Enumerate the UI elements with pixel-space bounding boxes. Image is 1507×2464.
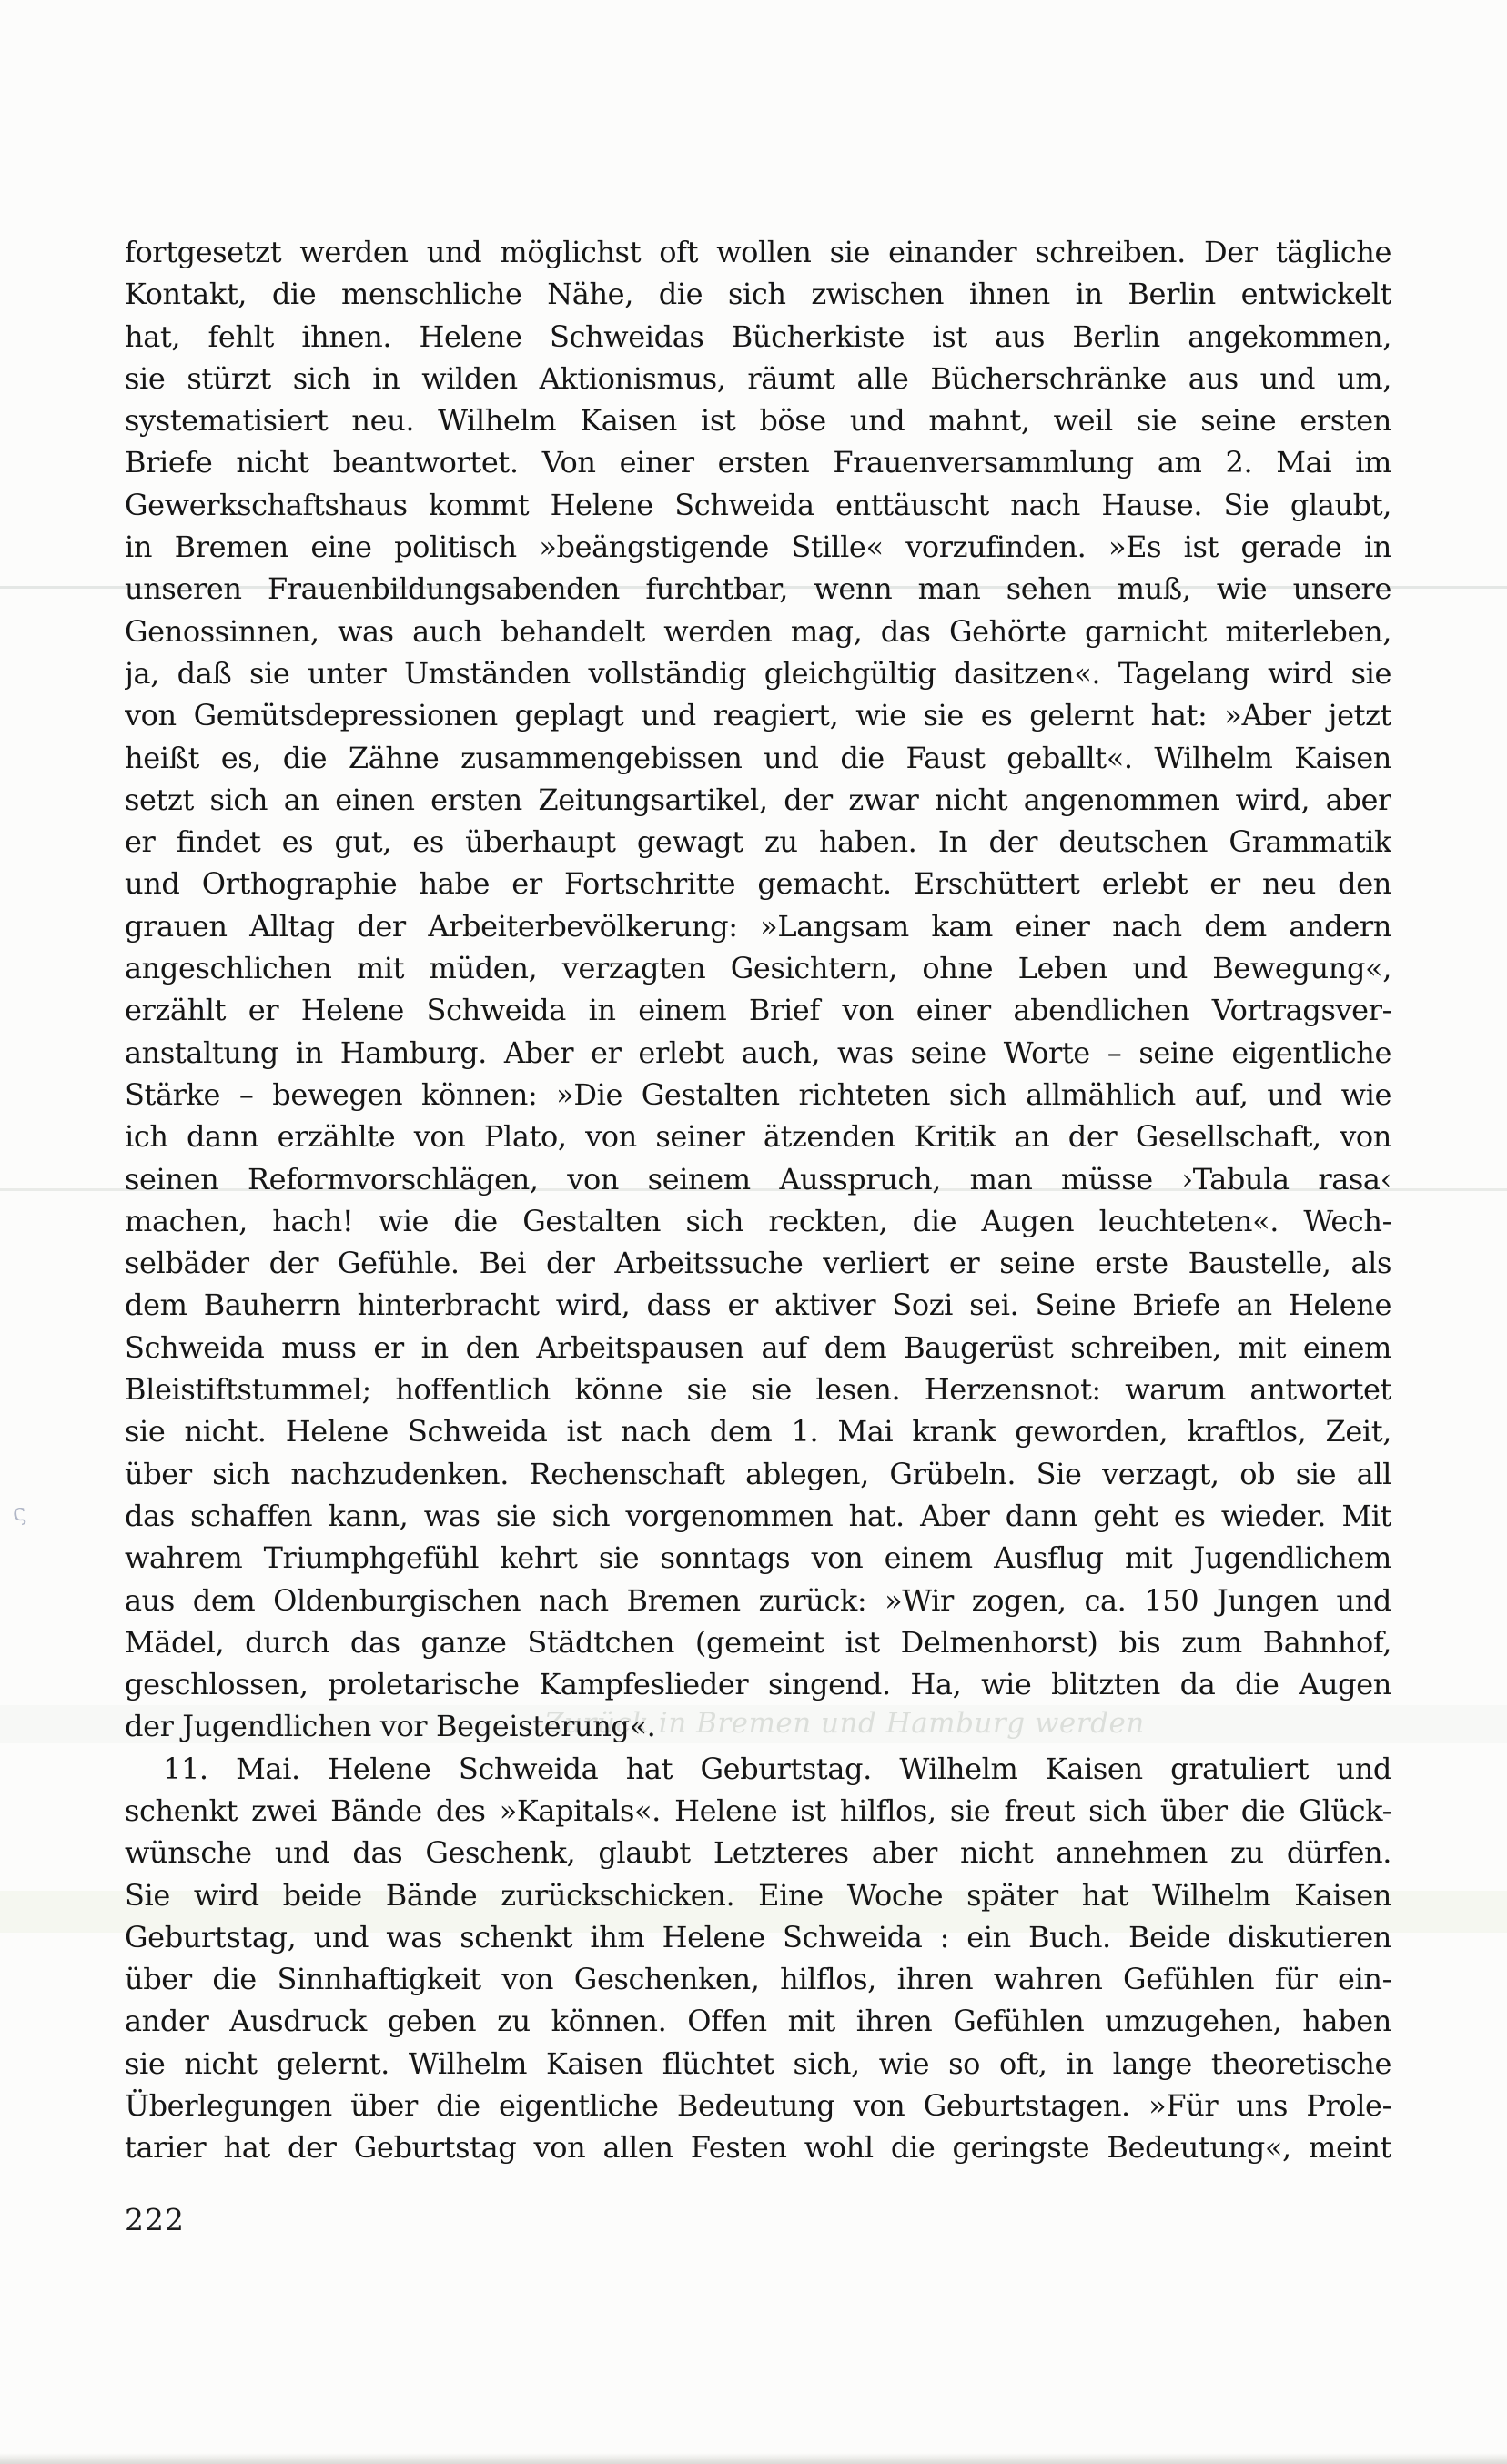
text-line: Genossinnen, was auch behandelt werden mag, das Gehörte garnicht miterleben, <box>125 613 1391 649</box>
text-line: und Orthographie habe er Fortschritte gemacht. Erschüttert erlebt er neu den <box>125 866 1391 902</box>
text-line: geschlossen, proletarische Kampfeslieder singend. Ha, wie blitzten da die Augen <box>125 1667 1391 1702</box>
text-line: Kontakt, die menschliche Nähe, die sich zwischen ihnen in Berlin entwickelt <box>125 277 1391 312</box>
text-line: anstaltung in Hamburg. Aber er erlebt auch, was seine Worte – seine eigentliche <box>125 1035 1391 1070</box>
text-line: dem Bauherrn hinterbracht wird, dass er aktiver Sozi sei. Seine Briefe an Helene <box>125 1288 1391 1323</box>
text-line: sie stürzt sich in wilden Aktionismus, räumt alle Bücherschränke aus und um, <box>125 360 1391 396</box>
text-line: selbäder der Gefühle. Bei der Arbeitssuche verliert er seine erste Baustelle, als <box>125 1246 1391 1281</box>
text-line: aus dem Oldenburgischen nach Bremen zurück: »Wir zogen, ca. 150 Jungen und <box>125 1582 1391 1618</box>
text-line: über sich nachzudenken. Rechenschaft ablegen, Grübeln. Sie verzagt, ob sie all <box>125 1456 1391 1491</box>
text-line: grauen Alltag der Arbeiterbevölkerung: »Langsam kam einer nach dem andern <box>125 908 1391 944</box>
text-line: das schaffen kann, was sie sich vorgenommen hat. Aber dann geht es wieder. Mit <box>125 1498 1391 1533</box>
text-line: wahrem Triumphgefühl kehrt sie sonntags von einem Ausflug mit Jugendlichem <box>125 1540 1391 1576</box>
text-line: fortgesetzt werden und möglichst oft wollen sie einander schreiben. Der tägliche <box>125 235 1391 269</box>
text-line: Gewerkschaftshaus kommt Helene Schweida enttäuscht nach Hause. Sie glaubt, <box>125 487 1391 522</box>
text-line: ja, daß sie unter Umständen vollständig gleichgültig dasitzen«. Tagelang wird sie <box>125 655 1391 691</box>
text-line: er findet es gut, es überhaupt gewagt zu haben. In der deutschen Grammatik <box>125 824 1391 860</box>
margin-pencil-mark: ς <box>10 1499 28 1528</box>
bleed-through-text: Zurück in Bremen und Hamburg werden <box>544 1707 1145 1740</box>
text-line: angeschlichen mit müden, verzagten Gesichtern, ohne Leben und Bewegung«, <box>125 951 1391 986</box>
text-line: Stärke – bewegen können: »Die Gestalten richteten sich allmählich auf, und wie <box>125 1076 1391 1112</box>
text-line: Geburtstag, und was schenkt ihm Helene Schweida : ein Buch. Beide diskutieren <box>125 1919 1391 1954</box>
text-line: seinen Reformvorschlägen, von seinem Ausspruch, man müsse ›Tabula rasa‹ <box>125 1161 1391 1197</box>
text-line: Schweida muss er in den Arbeitspausen auf dem Baugerüst schreiben, mit einem <box>125 1329 1391 1365</box>
text-line: Mädel, durch das ganze Städtchen (gemeint ist Delmenhorst) bis zum Bahnhof, <box>125 1624 1391 1660</box>
text-line: schenkt zwei Bände des »Kapitals«. Helene ist hilflos, sie freut sich über die Glück- <box>125 1792 1391 1828</box>
text-line: unseren Frauenbildungsabenden furchtbar, wenn man sehen muß, wie unsere <box>125 571 1391 607</box>
text-line: Sie wird beide Bände zurückschicken. Eine Woche später hat Wilhelm Kaisen <box>125 1877 1391 1913</box>
text-line: wünsche und das Geschenk, glaubt Letzteres aber nicht annehmen zu dürfen. <box>125 1835 1391 1871</box>
scan-bottom-edge <box>0 2453 1507 2464</box>
text-line: sie nicht. Helene Schweida ist nach dem 1. Mai krank geworden, kraftlos, Zeit, <box>125 1414 1391 1449</box>
text-line: in Bremen eine politisch »beängstigende Stille« vorzufinden. »Es ist gerade in <box>125 530 1391 565</box>
page-number: 222 <box>125 2202 185 2237</box>
text-line: der Jugendlichen vor Begeisterung«. <box>125 1709 656 1744</box>
text-line: hat, fehlt ihnen. Helene Schweidas Bücherkiste ist aus Berlin angekommen, <box>125 318 1391 354</box>
text-line: Überlegungen über die eigentliche Bedeutung von Geburtstagen. »Für uns Prole- <box>125 2088 1391 2124</box>
text-line: von Gemütsdepressionen geplagt und reagiert, wie sie es gelernt hat: »Aber jetzt <box>125 698 1391 733</box>
text-line: setzt sich an einen ersten Zeitungsartikel, der zwar nicht angenommen wird, aber <box>125 782 1391 817</box>
text-line: systematisiert neu. Wilhelm Kaisen ist böse und mahnt, weil sie seine ersten <box>125 403 1391 439</box>
text-line: machen, hach! wie die Gestalten sich reckten, die Augen leuchteten«. Wech- <box>125 1203 1391 1238</box>
text-line: ander Ausdruck geben zu können. Offen mit ihren Gefühlen umzugehen, haben <box>125 2004 1391 2039</box>
text-line: heißt es, die Zähne zusammengebissen und die Faust geballt«. Wilhelm Kaisen <box>125 740 1391 775</box>
text-line: 11. Mai. Helene Schweida hat Geburtstag. Wilhelm Kaisen gratuliert und <box>163 1751 1391 1786</box>
text-line: Briefe nicht beantwortet. Von einer ersten Frauenversammlung am 2. Mai im <box>125 445 1391 480</box>
text-line: erzählt er Helene Schweida in einem Brief von einer abendlichen Vortragsver- <box>125 993 1391 1028</box>
text-line: Bleistiftstummel; hoffentlich könne sie sie lesen. Herzensnot: warum antwortet <box>125 1372 1391 1408</box>
body-text <box>125 231 1391 2169</box>
text-line: über die Sinnhaftigkeit von Geschenken, hilflos, ihren wahren Gefühlen für ein- <box>125 1962 1391 1997</box>
text-line: sie nicht gelernt. Wilhelm Kaisen flüchtet sich, wie so oft, in lange theoretische <box>125 2045 1391 2081</box>
text-line: tarier hat der Geburtstag von allen Festen wohl die geringste Bedeutung«, meint <box>125 2130 1391 2166</box>
text-line: ich dann erzählte von Plato, von seiner ätzenden Kritik an der Gesellschaft, von <box>125 1119 1391 1155</box>
